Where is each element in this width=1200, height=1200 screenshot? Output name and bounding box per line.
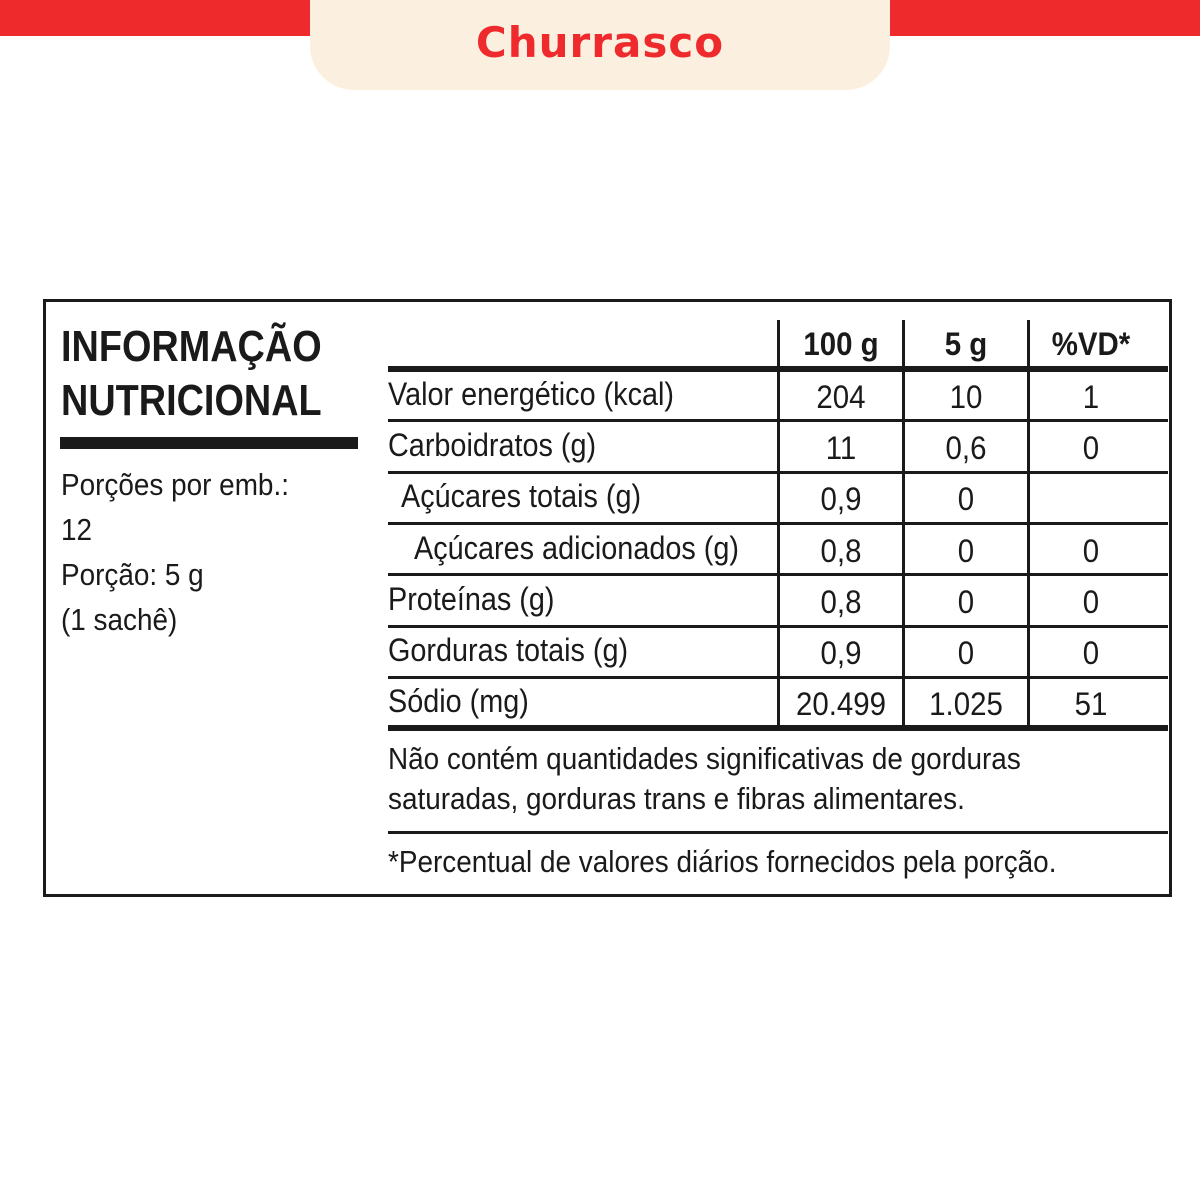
- label-title-line2: NUTRICIONAL: [61, 376, 322, 425]
- value-100g: 0,9: [820, 481, 862, 517]
- value-100g: 11: [825, 430, 857, 466]
- column-divider: [902, 320, 905, 729]
- nutrient-name: Proteínas (g): [388, 581, 555, 617]
- nutrient-name: Açúcares totais (g): [401, 478, 642, 514]
- value-100g: 204: [816, 379, 866, 415]
- value-vd: 0: [1082, 584, 1100, 620]
- page-title: Churrasco: [475, 17, 725, 67]
- servings-value: 12: [61, 512, 93, 547]
- portion-desc: (1 sachê): [61, 602, 178, 637]
- nutrient-name: Valor energético (kcal): [388, 376, 674, 412]
- value-vd: 0: [1082, 430, 1100, 466]
- portion-label: Porção: 5 g: [61, 557, 204, 592]
- value-5g: 1.025: [929, 686, 1003, 722]
- label-title: [61, 320, 322, 428]
- note-divider: [388, 831, 1168, 834]
- label-title-line1: INFORMAÇÃO: [61, 322, 322, 371]
- nutrient-name: Açúcares adicionados (g): [414, 530, 739, 566]
- value-vd: 0: [1082, 533, 1100, 569]
- title-underline: [60, 437, 358, 449]
- value-100g: 0,8: [820, 533, 862, 569]
- nutrient-name: Gorduras totais (g): [388, 632, 629, 668]
- value-100g: 20.499: [795, 686, 887, 722]
- column-header-vd: %VD*: [1051, 326, 1131, 362]
- note-text: [388, 739, 1021, 819]
- value-5g: 0: [957, 533, 975, 569]
- value-100g: 0,9: [820, 635, 862, 671]
- value-5g: 0,6: [945, 430, 987, 466]
- nutrition-label: [43, 299, 1172, 897]
- column-header-100g: 100 g: [803, 326, 879, 362]
- nutrient-name: Sódio (mg): [388, 683, 529, 719]
- value-5g: 0: [957, 584, 975, 620]
- serving-info: [61, 462, 289, 642]
- column-divider: [777, 320, 780, 729]
- value-5g: 0: [957, 481, 975, 517]
- servings-label: Porções por emb.:: [61, 467, 289, 502]
- value-100g: 0,8: [820, 584, 862, 620]
- note-line2: saturadas, gorduras trans e fibras alimentares.: [388, 781, 965, 816]
- note-line1: Não contém quantidades significativas de gorduras: [388, 741, 1021, 776]
- value-5g: 0: [957, 635, 975, 671]
- column-divider: [1027, 320, 1030, 729]
- nutrient-name: Carboidratos (g): [388, 427, 597, 463]
- value-vd: 51: [1074, 686, 1108, 722]
- value-vd: 0: [1082, 635, 1100, 671]
- header-tab: [310, 0, 890, 90]
- value-5g: 10: [949, 379, 983, 415]
- footnote: *Percentual de valores diários fornecidos pela porção.: [388, 844, 1057, 879]
- value-vd: 1: [1082, 379, 1100, 415]
- column-header-5g: 5 g: [944, 326, 988, 362]
